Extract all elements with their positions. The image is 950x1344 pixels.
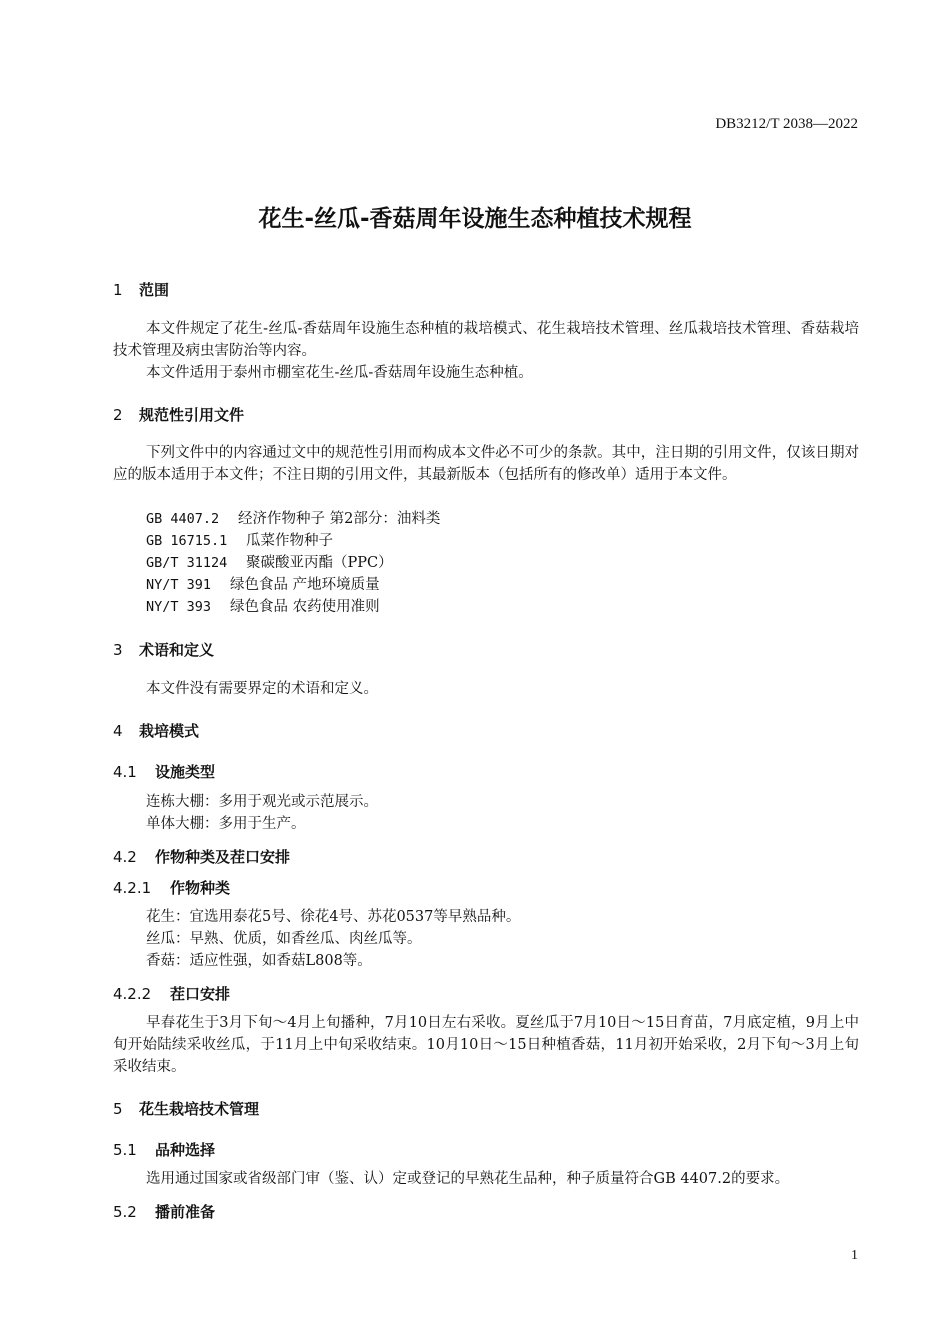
section-title: 栽培模式: [139, 722, 200, 740]
section-number: 4.2: [113, 848, 137, 866]
text-line: 香菇：适应性强，如香菇L808等。: [146, 953, 372, 969]
page-number: 1: [851, 1248, 858, 1263]
paragraph: 本文件没有需要界定的术语和定义。: [146, 681, 378, 697]
reference-item: [146, 508, 440, 530]
reference-name: 瓜菜作物种子: [246, 533, 333, 549]
subsection-heading-4-2-1: [113, 877, 230, 898]
section-number: 4: [113, 722, 123, 740]
reference-code: GB 4407.2: [146, 511, 220, 527]
text-line: 单体大棚：多用于生产。: [146, 816, 306, 832]
section-title: 规范性引用文件: [139, 406, 245, 424]
section-number: 2: [113, 406, 123, 424]
document-title: 花生-丝瓜-香菇周年设施生态种植技术规程: [258, 206, 692, 232]
document-number: DB3212/T 2038—2022: [715, 116, 858, 132]
section-number: 4.1: [113, 763, 137, 781]
reference-item: [146, 552, 393, 574]
section-title: 设施类型: [155, 763, 216, 781]
reference-code: GB 16715.1: [146, 533, 228, 549]
paragraph: 本文件适用于泰州市棚室花生-丝瓜-香菇周年设施生态种植。: [146, 365, 533, 381]
subsection-heading-5-2: [113, 1201, 215, 1222]
reference-item: [146, 530, 333, 552]
subsection-heading-4-2-2: [113, 983, 230, 1004]
section-number: 5.1: [113, 1141, 137, 1159]
section-title: 茬口安排: [170, 985, 231, 1003]
section-heading-3: [113, 639, 214, 660]
section-number: 3: [113, 641, 123, 659]
subsection-heading-5-1: [113, 1139, 215, 1160]
section-number: 4.2.2: [113, 985, 152, 1003]
section-heading-1: [113, 279, 169, 300]
reference-item: [146, 596, 380, 618]
section-title: 范围: [139, 281, 170, 299]
text-line: 丝瓜：早熟、优质，如香丝瓜、肉丝瓜等。: [146, 931, 422, 947]
paragraph: 选用通过国家或省级部门审（鉴、认）定或登记的早熟花生品种，种子质量符合GB 4407.2的要求。: [146, 1171, 790, 1187]
section-heading-2: [113, 404, 244, 425]
section-number: 1: [113, 281, 123, 299]
reference-name: 经济作物种子 第2部分：油料类: [238, 511, 441, 527]
section-heading-4: [113, 720, 199, 741]
section-title: 播前准备: [155, 1203, 216, 1221]
reference-code: NY/T 393: [146, 599, 212, 615]
reference-item: [146, 574, 380, 596]
reference-code: NY/T 391: [146, 577, 212, 593]
section-number: 5: [113, 1100, 123, 1118]
reference-code: GB/T 31124: [146, 555, 228, 571]
section-heading-5: [113, 1098, 259, 1119]
subsection-heading-4-1: [113, 761, 215, 782]
section-number: 4.2.1: [113, 879, 152, 897]
paragraph: 本文件规定了花生-丝瓜-香菇周年设施生态种植的栽培模式、花生栽培技术管理、丝瓜栽培技术管理、香菇栽培技术管理及病虫害防治等内容。: [113, 321, 859, 359]
section-title: 作物种类: [170, 879, 231, 897]
section-title: 品种选择: [155, 1141, 216, 1159]
text-line: 连栋大棚：多用于观光或示范展示。: [146, 794, 378, 810]
paragraph: 下列文件中的内容通过文中的规范性引用而构成本文件必不可少的条款。其中，注日期的引用文件，仅该日期对应的版本适用于本文件；不注日期的引用文件，其最新版本（包括所有的修改单）适用于本文件。: [113, 445, 859, 483]
reference-name: 聚碳酸亚丙酯（PPC）: [246, 555, 393, 571]
reference-name: 绿色食品 产地环境质量: [230, 577, 380, 593]
reference-name: 绿色食品 农药使用准则: [230, 599, 380, 615]
section-title: 作物种类及茬口安排: [155, 848, 291, 866]
section-title: 花生栽培技术管理: [139, 1100, 260, 1118]
paragraph: 早春花生于3月下旬～4月上旬播种，7月10日左右采收。夏丝瓜于7月10日～15日育苗，7月底定植，9月上中旬开始陆续采收丝瓜，于11月上中旬采收结束。10月10日～15日种植香菇，11月初开始采收，2月下旬～3月上旬采收结束。: [113, 1015, 859, 1075]
section-number: 5.2: [113, 1203, 137, 1221]
subsection-heading-4-2: [113, 846, 290, 867]
section-title: 术语和定义: [139, 641, 215, 659]
text-line: 花生：宜选用泰花5号、徐花4号、苏花0537等早熟品种。: [146, 909, 521, 925]
